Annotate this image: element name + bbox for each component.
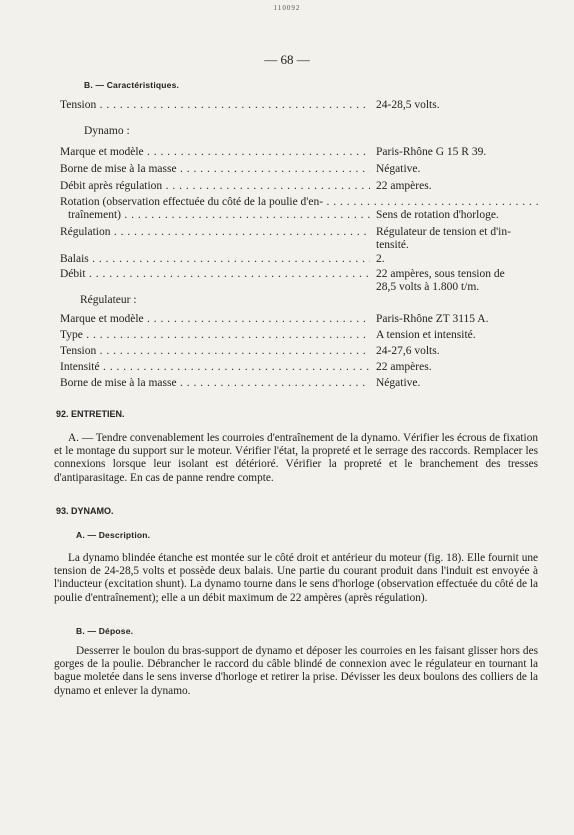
section-93-title: 93. DYNAMO. [56,506,114,516]
section-b-title: B. — Caractéristiques. [84,80,180,90]
section-92-paragraph: A. — Tendre convenablement les courroies d'entraînement de la dynamo. Vérifier les écrous de fixation et le montage du support sur le moteur. Vérifier l'état, la propreté et le serrage des raccords. Remplacer les connexions lorsque leur isolant est détérioré. Vérifier la propreté et le branchement des tresses d'antiparasitage. En cas de panne rendre compte. [54,432,538,484]
spec-value: A tension et intensité. [376,329,476,341]
spec-label: Tension . . . [60,345,370,358]
spec-label: Débit . . . [60,268,370,281]
section-92-title: 92. ENTRETIEN. [56,409,125,419]
spec-value: 22 ampères. [376,361,432,373]
regulateur-subheading: Régulateur : [80,294,137,306]
spec-value: Paris-Rhône ZT 3115 A. [376,313,489,325]
spec-value: Négative. [376,377,421,389]
spec-label: Débit après régulation . . . [60,180,370,193]
section-93-a-paragraph: La dynamo blindée étanche est montée sur le côté droit et antérieur du moteur (fig. 18). Elle fournit une tension de 24-28,5 volts et possède deux balais. Une partie du courant produit dans l'induit est envoyée à l'inducteur (excitation shunt). La dynamo tourne dans le sens d'horloge (observation effectuée du côté de la poulie d'entraînement); elle a un débit maximum de 22 ampères (après régulation). [54,552,538,604]
spec-value: 22 ampères. [376,180,432,192]
spec-label: Tension . . . [60,99,370,112]
spec-label: Intensité . . . [60,361,370,374]
spec-label: Régulation . . . [60,226,370,239]
spec-value-continued: tensité. [376,239,409,251]
section-93-a-title: A. — Description. [76,530,151,540]
spec-label: Balais . . . [60,253,370,266]
section-93-b-paragraph: Desserrer le boulon du bras-support de dynamo et déposer les courroies en les faisant glisser hors des gorges de la poulie. Débrancher le raccord du câble blindé de connexion avec le régulateur en tournant la bague moletée dans le sens inverse d'horloge et retirer la prise. Dévisser les deux boulons des colliers de la dynamo et enlever la dynamo. [54,645,538,697]
dynamo-subheading: Dynamo : [84,125,130,137]
spec-value: 22 ampères, sous tension de [376,268,505,280]
spec-value: 24-28,5 volts. [376,99,440,111]
spec-label: Marque et modèle . . . [60,313,370,326]
spec-value: Paris-Rhône G 15 R 39. [376,146,487,158]
section-93-b-title: B. — Dépose. [76,626,134,636]
page-number: — 68 — [264,52,310,67]
spec-value: Négative. [376,163,421,175]
spec-label: Type . . . [60,329,370,342]
spec-label-continued: traînement) . . . [60,209,370,222]
spec-value: 24-27,6 volts. [376,345,440,357]
spec-value: Régulateur de tension et d'in- [376,226,511,238]
spec-label: Borne de mise à la masse . . . [60,377,370,390]
spec-label: Marque et modèle . . . [60,146,370,159]
spec-label: Rotation (observation effectuée du côté de la poulie d'en- . . . [60,196,540,209]
spec-value: 2. [376,253,385,265]
spec-value-continued: 28,5 volts à 1.800 t/m. [376,281,480,293]
spec-value: Sens de rotation d'horloge. [376,209,499,221]
document-code: 110092 [273,4,301,12]
spec-label: Borne de mise à la masse . . . [60,163,370,176]
